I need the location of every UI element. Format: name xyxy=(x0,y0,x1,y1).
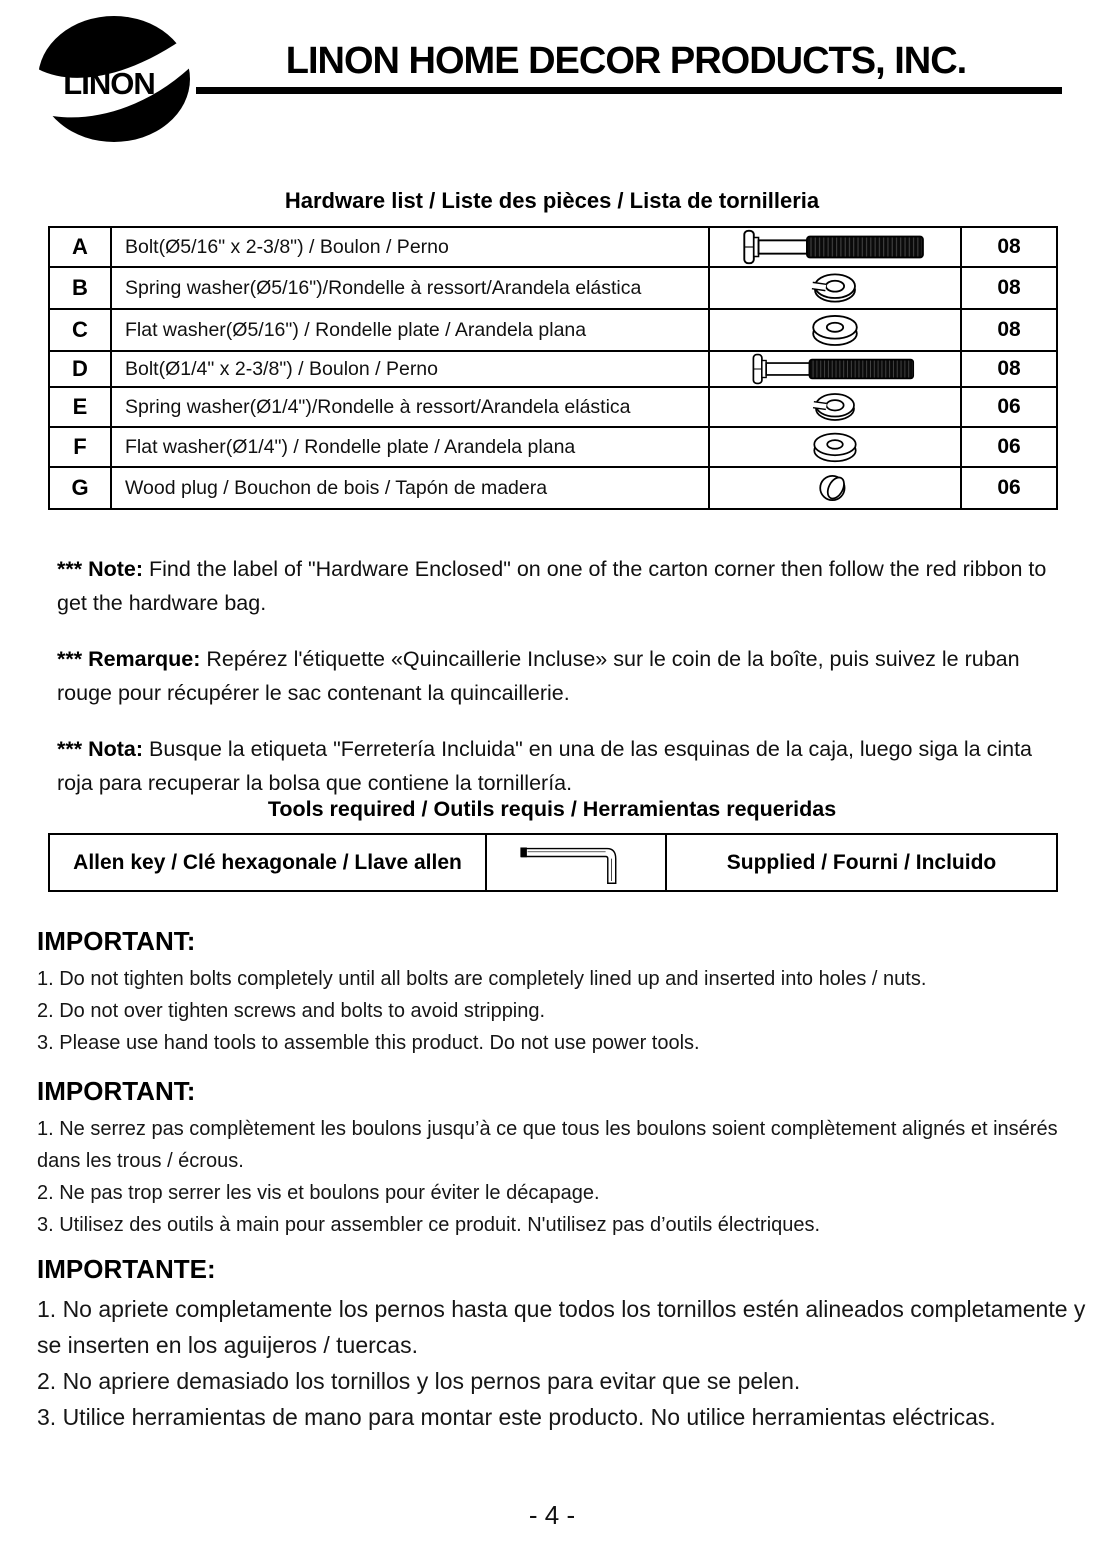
part-quantity: 08 xyxy=(997,318,1021,341)
important-item: 3. Utilisez des outils à main pour assembler ce produit. N'utilisez pas d’outils électriques. xyxy=(37,1214,821,1236)
important-item: 2. Ne pas trop serrer les vis et boulons pour éviter le décapage. xyxy=(37,1182,600,1204)
important-item: 2. Do not over tighten screws and bolts to avoid stripping. xyxy=(37,1000,546,1022)
note-es-text: Busque la etiqueta "Ferretería Incluida" en una de las esquinas de la caja, luego siga la cinta roja para recuperar la bolsa que contiene la tornillería. xyxy=(57,736,1033,795)
important-heading: IMPORTANTE: xyxy=(37,1254,216,1284)
notes-section xyxy=(57,552,1065,821)
note-en-prefix: *** Note: xyxy=(57,557,144,581)
part-description: Flat washer(Ø5/16") / Rondelle plate / Arandela plana xyxy=(112,310,710,350)
important-heading: IMPORTANT: xyxy=(37,926,196,956)
note-fr-text: Repérez l'étiquette «Quincaillerie Incluse» sur le coin de la boîte, puis suivez le ruban rouge pour récupérer le sac contenant la quincaillerie. xyxy=(57,646,1020,706)
table-row-F xyxy=(50,428,1056,468)
important-item: 3. Utilice herramientas de mano para montar este producto. No utilice herramientas eléctricas. xyxy=(37,1404,996,1431)
important-section-fr xyxy=(37,1076,1082,1241)
important-item: 3. Please use hand tools to assemble this product. Do not use power tools. xyxy=(37,1032,700,1054)
note-es xyxy=(57,732,1065,801)
note-en xyxy=(57,552,1065,621)
part-letter: D xyxy=(50,352,112,386)
part-letter: G xyxy=(50,468,112,508)
linon-logo xyxy=(36,14,192,144)
tool-supplied: Supplied / Fourni / Incluido xyxy=(726,850,997,874)
part-description: Spring washer(Ø5/16")/Rondelle à ressort/Arandela elástica xyxy=(112,268,710,308)
note-fr-prefix: *** Remarque: xyxy=(57,646,201,671)
tools-required-heading: Tools required / Outils requis / Herramientas requeridas xyxy=(267,797,837,821)
flat-washer-icon xyxy=(805,428,865,466)
logo-text: LINON xyxy=(63,66,155,101)
wood-plug-icon xyxy=(813,468,857,508)
part-quantity: 06 xyxy=(997,395,1021,418)
table-row-G xyxy=(50,468,1056,508)
part-description: Wood plug / Bouchon de bois / Tapón de madera xyxy=(112,468,710,508)
part-description: Spring washer(Ø1/4")/Rondelle à ressort/Arandela elástica xyxy=(112,388,710,426)
table-row-C xyxy=(50,310,1056,352)
part-quantity: 08 xyxy=(997,235,1021,258)
hardware-table xyxy=(48,226,1058,510)
part-letter: A xyxy=(50,228,112,266)
title-underline xyxy=(196,87,1062,94)
bolt-icon xyxy=(738,228,933,266)
important-item: 1. Do not tighten bolts completely until all bolts are completely lined up and inserted into holes / nuts. xyxy=(37,968,927,990)
tools-table xyxy=(48,833,1058,892)
important-item: 1. No apriete completamente los pernos hasta que todos los tornillos estén alineados completamente y se inserten en los aguijeros / tuercas. xyxy=(37,1296,1086,1359)
page-number: - 4 - xyxy=(528,1500,576,1530)
note-fr xyxy=(57,642,1065,711)
tool-name: Allen key / Clé hexagonale / Llave allen xyxy=(50,835,487,890)
part-quantity: 08 xyxy=(997,276,1021,299)
important-section-en xyxy=(37,926,1093,1059)
note-es-prefix: *** Nota: xyxy=(57,736,144,761)
part-letter: C xyxy=(50,310,112,350)
spring-washer-icon xyxy=(803,268,867,308)
part-description: Bolt(Ø5/16" x 2-3/8") / Boulon / Perno xyxy=(112,228,710,266)
table-row-B xyxy=(50,268,1056,310)
part-quantity: 06 xyxy=(997,435,1021,458)
important-heading: IMPORTANT: xyxy=(37,1076,196,1106)
part-description: Flat washer(Ø1/4") / Rondelle plate / Arandela plana xyxy=(112,428,710,466)
important-section-es xyxy=(37,1254,1087,1435)
flat-washer-icon xyxy=(803,310,867,350)
part-letter: E xyxy=(50,388,112,426)
allen-key-icon xyxy=(501,837,651,889)
part-letter: B xyxy=(50,268,112,308)
important-item: 2. No apriere demasiado los tornillos y los pernos para evitar que se pelen. xyxy=(37,1368,801,1395)
page-title: LINON HOME DECOR PRODUCTS, INC. xyxy=(285,40,967,82)
part-quantity: 08 xyxy=(997,357,1021,380)
important-item: 1. Ne serrez pas complètement les boulons jusqu’à ce que tous les boulons soient complètement alignés et insérés dans les trous / écrous. xyxy=(37,1118,1058,1172)
bolt-icon xyxy=(742,352,928,386)
table-row-A xyxy=(50,228,1056,268)
part-quantity: 06 xyxy=(997,476,1021,499)
table-row-D xyxy=(50,352,1056,388)
note-en-text: Find the label of "Hardware Enclosed" on one of the carton corner then follow the red ribbon to get the hardware bag. xyxy=(57,557,1047,616)
part-letter: F xyxy=(50,428,112,466)
part-description: Bolt(Ø1/4" x 2-3/8") / Boulon / Perno xyxy=(112,352,710,386)
spring-washer-icon xyxy=(805,388,865,426)
hardware-list-heading: Hardware list / Liste des pièces / Lista de tornilleria xyxy=(284,188,820,213)
table-row-E xyxy=(50,388,1056,428)
